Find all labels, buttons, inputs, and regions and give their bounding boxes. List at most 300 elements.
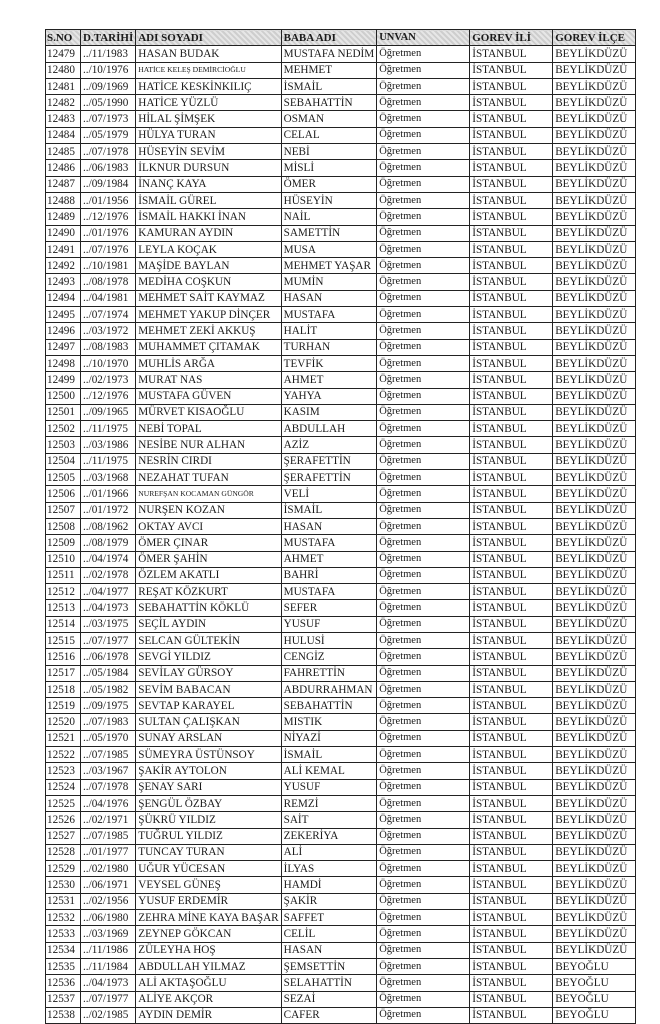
cell-full-name: ŞENAY SARI (136, 779, 281, 795)
cell-birth-date: ../03/1969 (81, 926, 136, 942)
cell-duty-district: BEYLİKDÜZÜ (553, 893, 636, 909)
cell-title: Öğretmen (377, 307, 470, 323)
cell-father-name: YUSUF (281, 616, 377, 632)
cell-full-name: MEDİHA COŞKUN (136, 274, 281, 290)
cell-full-name: SEBAHATTİN KÖKLÜ (136, 600, 281, 616)
cell-sno: 12484 (46, 127, 81, 143)
cell-duty-district: BEYLİKDÜZÜ (553, 730, 636, 746)
cell-duty-district: BEYLİKDÜZÜ (553, 160, 636, 176)
table-row (46, 225, 636, 241)
cell-father-name: SEFER (281, 600, 377, 616)
cell-full-name: ŞAKİR AYTOLON (136, 763, 281, 779)
cell-duty-province: İSTANBUL (470, 258, 553, 274)
cell-duty-province: İSTANBUL (470, 714, 553, 730)
cell-father-name: ŞAKİR (281, 893, 377, 909)
cell-title: Öğretmen (377, 861, 470, 877)
cell-title: Öğretmen (377, 290, 470, 306)
cell-duty-district: BEYLİKDÜZÜ (553, 323, 636, 339)
cell-full-name: SEVİM BABACAN (136, 681, 281, 697)
cell-full-name: ZÜLEYHA HOŞ (136, 942, 281, 958)
cell-duty-district: BEYLİKDÜZÜ (553, 388, 636, 404)
cell-birth-date: ../11/1986 (81, 942, 136, 958)
cell-father-name: İSMAİL (281, 747, 377, 763)
cell-birth-date: ../04/1977 (81, 584, 136, 600)
cell-birth-date: ../07/1977 (81, 632, 136, 648)
table-row (46, 404, 636, 420)
cell-father-name: YAHYA (281, 388, 377, 404)
cell-title: Öğretmen (377, 877, 470, 893)
cell-full-name: MURAT NAS (136, 372, 281, 388)
cell-title: Öğretmen (377, 1007, 470, 1023)
cell-father-name: NİYAZİ (281, 730, 377, 746)
cell-birth-date: ../01/1976 (81, 225, 136, 241)
cell-sno: 12508 (46, 518, 81, 534)
cell-title: Öğretmen (377, 144, 470, 160)
cell-duty-district: BEYLİKDÜZÜ (553, 632, 636, 648)
header-birth-date: D.TARİHİ (81, 30, 136, 46)
cell-sno: 12534 (46, 942, 81, 958)
cell-birth-date: ../01/1956 (81, 192, 136, 208)
cell-full-name: HASAN BUDAK (136, 46, 281, 62)
cell-birth-date: ../04/1974 (81, 551, 136, 567)
cell-full-name: SULTAN ÇALIŞKAN (136, 714, 281, 730)
cell-sno: 12536 (46, 975, 81, 991)
cell-father-name: İSMAİL (281, 78, 377, 94)
cell-sno: 12487 (46, 176, 81, 192)
table-row (46, 486, 636, 502)
cell-title: Öğretmen (377, 795, 470, 811)
cell-birth-date: ../05/1979 (81, 127, 136, 143)
cell-duty-province: İSTANBUL (470, 46, 553, 62)
table-row (46, 926, 636, 942)
cell-birth-date: ../02/1971 (81, 812, 136, 828)
cell-duty-province: İSTANBUL (470, 779, 553, 795)
table-row (46, 518, 636, 534)
cell-sno: 12532 (46, 910, 81, 926)
cell-birth-date: ../06/1978 (81, 649, 136, 665)
cell-birth-date: ../07/1978 (81, 144, 136, 160)
table-row (46, 600, 636, 616)
cell-title: Öğretmen (377, 339, 470, 355)
cell-full-name: SÜMEYRA ÜSTÜNSOY (136, 747, 281, 763)
cell-father-name: ABDULLAH (281, 421, 377, 437)
table-row (46, 844, 636, 860)
cell-full-name: NEBİ TOPAL (136, 421, 281, 437)
cell-duty-district: BEYOĞLU (553, 975, 636, 991)
header-duty-district: GOREV İLÇE (553, 30, 636, 46)
cell-duty-province: İSTANBUL (470, 844, 553, 860)
table-row (46, 616, 636, 632)
cell-duty-district: BEYLİKDÜZÜ (553, 877, 636, 893)
cell-duty-province: İSTANBUL (470, 518, 553, 534)
cell-duty-district: BEYLİKDÜZÜ (553, 339, 636, 355)
cell-title: Öğretmen (377, 404, 470, 420)
cell-duty-province: İSTANBUL (470, 681, 553, 697)
table-row (46, 747, 636, 763)
cell-full-name: SEVGİ YILDIZ (136, 649, 281, 665)
cell-full-name: HÜLYA TURAN (136, 127, 281, 143)
cell-full-name: HATİCE YÜZLÜ (136, 95, 281, 111)
cell-full-name: ALİ AKTAŞOĞLU (136, 975, 281, 991)
cell-birth-date: ../11/1975 (81, 453, 136, 469)
cell-duty-district: BEYLİKDÜZÜ (553, 535, 636, 551)
cell-title: Öğretmen (377, 176, 470, 192)
table-row (46, 111, 636, 127)
cell-duty-district: BEYLİKDÜZÜ (553, 616, 636, 632)
table-row (46, 95, 636, 111)
cell-birth-date: ../01/1977 (81, 844, 136, 860)
cell-sno: 12495 (46, 307, 81, 323)
cell-sno: 12492 (46, 258, 81, 274)
table-row (46, 307, 636, 323)
cell-title: Öğretmen (377, 258, 470, 274)
cell-birth-date: ../12/1976 (81, 388, 136, 404)
cell-birth-date: ../11/1975 (81, 421, 136, 437)
cell-sno: 12486 (46, 160, 81, 176)
cell-full-name: ABDULLAH YILMAZ (136, 958, 281, 974)
cell-duty-district: BEYLİKDÜZÜ (553, 665, 636, 681)
cell-full-name: ÖMER ŞAHİN (136, 551, 281, 567)
cell-full-name: SEVİLAY GÜRSOY (136, 665, 281, 681)
cell-father-name: OSMAN (281, 111, 377, 127)
cell-sno: 12513 (46, 600, 81, 616)
cell-birth-date: ../10/1970 (81, 355, 136, 371)
cell-birth-date: ../03/1975 (81, 616, 136, 632)
cell-duty-district: BEYLİKDÜZÜ (553, 225, 636, 241)
cell-father-name: ZEKERİYA (281, 828, 377, 844)
table-row (46, 274, 636, 290)
table-body (46, 46, 636, 1024)
cell-full-name: OKTAY AVCI (136, 518, 281, 534)
cell-birth-date: ../03/1972 (81, 323, 136, 339)
cell-birth-date: ../07/1985 (81, 828, 136, 844)
cell-title: Öğretmen (377, 991, 470, 1007)
cell-duty-district: BEYOĞLU (553, 991, 636, 1007)
cell-duty-province: İSTANBUL (470, 290, 553, 306)
cell-father-name: İLYAS (281, 861, 377, 877)
cell-title: Öğretmen (377, 958, 470, 974)
cell-father-name: MUSTAFA (281, 584, 377, 600)
cell-title: Öğretmen (377, 665, 470, 681)
cell-duty-district: BEYLİKDÜZÜ (553, 46, 636, 62)
cell-title: Öğretmen (377, 551, 470, 567)
cell-duty-province: İSTANBUL (470, 274, 553, 290)
table-row (46, 502, 636, 518)
cell-duty-province: İSTANBUL (470, 192, 553, 208)
cell-father-name: VELİ (281, 486, 377, 502)
cell-father-name: MUSTAFA (281, 307, 377, 323)
cell-duty-province: İSTANBUL (470, 62, 553, 78)
cell-duty-province: İSTANBUL (470, 730, 553, 746)
cell-title: Öğretmen (377, 518, 470, 534)
table-row (46, 795, 636, 811)
table-row (46, 355, 636, 371)
cell-sno: 12502 (46, 421, 81, 437)
cell-duty-province: İSTANBUL (470, 470, 553, 486)
cell-father-name: MUSTAFA NEDİM (281, 46, 377, 62)
cell-birth-date: ../03/1967 (81, 763, 136, 779)
cell-full-name: ŞENGÜL ÖZBAY (136, 795, 281, 811)
cell-birth-date: ../08/1983 (81, 339, 136, 355)
cell-title: Öğretmen (377, 209, 470, 225)
cell-full-name: SELCAN GÜLTEKİN (136, 632, 281, 648)
cell-sno: 12511 (46, 567, 81, 583)
table-row (46, 421, 636, 437)
cell-full-name: İSMAİL HAKKI İNAN (136, 209, 281, 225)
cell-sno: 12514 (46, 616, 81, 632)
cell-father-name: HASAN (281, 290, 377, 306)
cell-duty-district: BEYLİKDÜZÜ (553, 144, 636, 160)
table-row (46, 160, 636, 176)
cell-sno: 12504 (46, 453, 81, 469)
table-row (46, 763, 636, 779)
cell-title: Öğretmen (377, 763, 470, 779)
cell-full-name: MUHAMMET ÇITAMAK (136, 339, 281, 355)
cell-title: Öğretmen (377, 127, 470, 143)
table-row (46, 893, 636, 909)
cell-sno: 12499 (46, 372, 81, 388)
cell-title: Öğretmen (377, 910, 470, 926)
table-row (46, 861, 636, 877)
cell-father-name: SELAHATTİN (281, 975, 377, 991)
cell-birth-date: ../07/1985 (81, 747, 136, 763)
cell-birth-date: ../02/1956 (81, 893, 136, 909)
cell-father-name: MEHMET YAŞAR (281, 258, 377, 274)
cell-full-name: REŞAT KÖZKURT (136, 584, 281, 600)
cell-sno: 12525 (46, 795, 81, 811)
cell-father-name: ABDURRAHMAN (281, 681, 377, 697)
cell-duty-province: İSTANBUL (470, 632, 553, 648)
cell-birth-date: ../03/1968 (81, 470, 136, 486)
cell-father-name: MUSA (281, 241, 377, 257)
cell-duty-district: BEYLİKDÜZÜ (553, 470, 636, 486)
cell-sno: 12517 (46, 665, 81, 681)
cell-title: Öğretmen (377, 388, 470, 404)
cell-full-name: MÜRVET KISAOĞLU (136, 404, 281, 420)
cell-title: Öğretmen (377, 78, 470, 94)
cell-duty-province: İSTANBUL (470, 551, 553, 567)
cell-duty-province: İSTANBUL (470, 421, 553, 437)
cell-duty-district: BEYLİKDÜZÜ (553, 698, 636, 714)
cell-father-name: SAMETTİN (281, 225, 377, 241)
cell-title: Öğretmen (377, 779, 470, 795)
cell-duty-province: İSTANBUL (470, 991, 553, 1007)
cell-title: Öğretmen (377, 844, 470, 860)
cell-father-name: CENGİZ (281, 649, 377, 665)
cell-title: Öğretmen (377, 567, 470, 583)
cell-title: Öğretmen (377, 274, 470, 290)
cell-father-name: SEBAHATTİN (281, 95, 377, 111)
cell-title: Öğretmen (377, 486, 470, 502)
table-row (46, 551, 636, 567)
cell-full-name: MUSTAFA GÜVEN (136, 388, 281, 404)
cell-duty-province: İSTANBUL (470, 584, 553, 600)
table-row (46, 127, 636, 143)
cell-full-name: AYDIN DEMİR (136, 1007, 281, 1023)
cell-title: Öğretmen (377, 681, 470, 697)
cell-duty-district: BEYLİKDÜZÜ (553, 942, 636, 958)
table-row (46, 681, 636, 697)
cell-duty-province: İSTANBUL (470, 942, 553, 958)
cell-duty-district: BEYLİKDÜZÜ (553, 910, 636, 926)
cell-sno: 12488 (46, 192, 81, 208)
cell-birth-date: ../07/1978 (81, 779, 136, 795)
cell-father-name: REMZİ (281, 795, 377, 811)
header-duty-province: GOREV İLİ (470, 30, 553, 46)
cell-duty-district: BEYLİKDÜZÜ (553, 861, 636, 877)
header-row (46, 30, 636, 46)
cell-birth-date: ../09/1984 (81, 176, 136, 192)
cell-birth-date: ../11/1984 (81, 958, 136, 974)
cell-full-name: İSMAİL GÜREL (136, 192, 281, 208)
cell-title: Öğretmen (377, 355, 470, 371)
cell-birth-date: ../10/1976 (81, 62, 136, 78)
table-row (46, 958, 636, 974)
cell-duty-province: İSTANBUL (470, 958, 553, 974)
cell-title: Öğretmen (377, 372, 470, 388)
table-row (46, 975, 636, 991)
cell-duty-district: BEYLİKDÜZÜ (553, 192, 636, 208)
table-row (46, 339, 636, 355)
cell-birth-date: ../07/1976 (81, 241, 136, 257)
cell-father-name: HULUSİ (281, 632, 377, 648)
cell-duty-province: İSTANBUL (470, 649, 553, 665)
cell-sno: 12498 (46, 355, 81, 371)
cell-father-name: ALİ (281, 844, 377, 860)
table-row (46, 649, 636, 665)
cell-title: Öğretmen (377, 111, 470, 127)
cell-duty-province: İSTANBUL (470, 1007, 553, 1023)
cell-duty-district: BEYLİKDÜZÜ (553, 502, 636, 518)
cell-title: Öğretmen (377, 698, 470, 714)
table-row (46, 942, 636, 958)
cell-birth-date: ../05/1970 (81, 730, 136, 746)
table-row (46, 584, 636, 600)
cell-duty-district: BEYLİKDÜZÜ (553, 828, 636, 844)
cell-duty-district: BEYLİKDÜZÜ (553, 62, 636, 78)
cell-sno: 12518 (46, 681, 81, 697)
cell-birth-date: ../05/1982 (81, 681, 136, 697)
cell-birth-date: ../01/1966 (81, 486, 136, 502)
cell-full-name: NESİBE NUR ALHAN (136, 437, 281, 453)
cell-birth-date: ../09/1975 (81, 698, 136, 714)
cell-father-name: NEBİ (281, 144, 377, 160)
cell-duty-district: BEYLİKDÜZÜ (553, 274, 636, 290)
cell-sno: 12526 (46, 812, 81, 828)
table-row (46, 192, 636, 208)
table-row (46, 714, 636, 730)
cell-sno: 12523 (46, 763, 81, 779)
cell-birth-date: ../06/1983 (81, 160, 136, 176)
cell-father-name: SAİT (281, 812, 377, 828)
cell-birth-date: ../07/1974 (81, 307, 136, 323)
cell-father-name: ŞERAFETTİN (281, 453, 377, 469)
cell-full-name: NESRİN CIRDI (136, 453, 281, 469)
cell-duty-district: BEYLİKDÜZÜ (553, 714, 636, 730)
cell-sno: 12516 (46, 649, 81, 665)
cell-full-name: TUĞRUL YILDIZ (136, 828, 281, 844)
cell-duty-district: BEYLİKDÜZÜ (553, 421, 636, 437)
cell-duty-province: İSTANBUL (470, 926, 553, 942)
cell-sno: 12530 (46, 877, 81, 893)
cell-duty-province: İSTANBUL (470, 241, 553, 257)
cell-sno: 12509 (46, 535, 81, 551)
cell-sno: 12497 (46, 339, 81, 355)
cell-duty-district: BEYLİKDÜZÜ (553, 518, 636, 534)
cell-duty-province: İSTANBUL (470, 388, 553, 404)
cell-father-name: HASAN (281, 518, 377, 534)
cell-full-name: HATİCE KELEŞ DEMİRCİOĞLU (136, 62, 281, 78)
cell-title: Öğretmen (377, 95, 470, 111)
cell-duty-province: İSTANBUL (470, 502, 553, 518)
cell-title: Öğretmen (377, 470, 470, 486)
cell-duty-district: BEYOĞLU (553, 958, 636, 974)
cell-birth-date: ../08/1979 (81, 535, 136, 551)
cell-father-name: MISTIK (281, 714, 377, 730)
cell-duty-district: BEYLİKDÜZÜ (553, 258, 636, 274)
cell-full-name: ZEHRA MİNE KAYA BAŞAR (136, 910, 281, 926)
cell-birth-date: ../02/1985 (81, 1007, 136, 1023)
cell-title: Öğretmen (377, 893, 470, 909)
table-row (46, 372, 636, 388)
cell-birth-date: ../11/1983 (81, 46, 136, 62)
cell-duty-district: BEYLİKDÜZÜ (553, 926, 636, 942)
cell-sno: 12537 (46, 991, 81, 1007)
header-full-name: ADI SOYADI (136, 30, 281, 46)
cell-duty-province: İSTANBUL (470, 975, 553, 991)
cell-sno: 12489 (46, 209, 81, 225)
cell-title: Öğretmen (377, 437, 470, 453)
cell-duty-district: BEYOĞLU (553, 1007, 636, 1023)
cell-full-name: MEHMET YAKUP DİNÇER (136, 307, 281, 323)
cell-full-name: İLKNUR DURSUN (136, 160, 281, 176)
cell-father-name: ŞERAFETTİN (281, 470, 377, 486)
cell-duty-province: İSTANBUL (470, 453, 553, 469)
cell-duty-district: BEYLİKDÜZÜ (553, 486, 636, 502)
cell-duty-district: BEYLİKDÜZÜ (553, 372, 636, 388)
cell-sno: 12501 (46, 404, 81, 420)
cell-father-name: ALİ KEMAL (281, 763, 377, 779)
cell-sno: 12520 (46, 714, 81, 730)
cell-duty-province: İSTANBUL (470, 111, 553, 127)
cell-title: Öğretmen (377, 600, 470, 616)
cell-sno: 12535 (46, 958, 81, 974)
cell-father-name: TEVFİK (281, 355, 377, 371)
cell-title: Öğretmen (377, 942, 470, 958)
cell-duty-province: İSTANBUL (470, 567, 553, 583)
cell-title: Öğretmen (377, 192, 470, 208)
cell-sno: 12481 (46, 78, 81, 94)
table-row (46, 828, 636, 844)
cell-birth-date: ../05/1984 (81, 665, 136, 681)
cell-full-name: MUHLİS ARĞA (136, 355, 281, 371)
cell-birth-date: ../07/1973 (81, 111, 136, 127)
cell-father-name: SEZAİ (281, 991, 377, 1007)
cell-duty-province: İSTANBUL (470, 95, 553, 111)
cell-duty-province: İSTANBUL (470, 747, 553, 763)
cell-father-name: AHMET (281, 551, 377, 567)
document-page (45, 29, 636, 1024)
cell-father-name: KASIM (281, 404, 377, 420)
cell-duty-province: İSTANBUL (470, 160, 553, 176)
cell-duty-province: İSTANBUL (470, 795, 553, 811)
cell-duty-province: İSTANBUL (470, 665, 553, 681)
cell-duty-district: BEYLİKDÜZÜ (553, 779, 636, 795)
cell-birth-date: ../10/1981 (81, 258, 136, 274)
table-row (46, 910, 636, 926)
cell-title: Öğretmen (377, 714, 470, 730)
cell-title: Öğretmen (377, 747, 470, 763)
